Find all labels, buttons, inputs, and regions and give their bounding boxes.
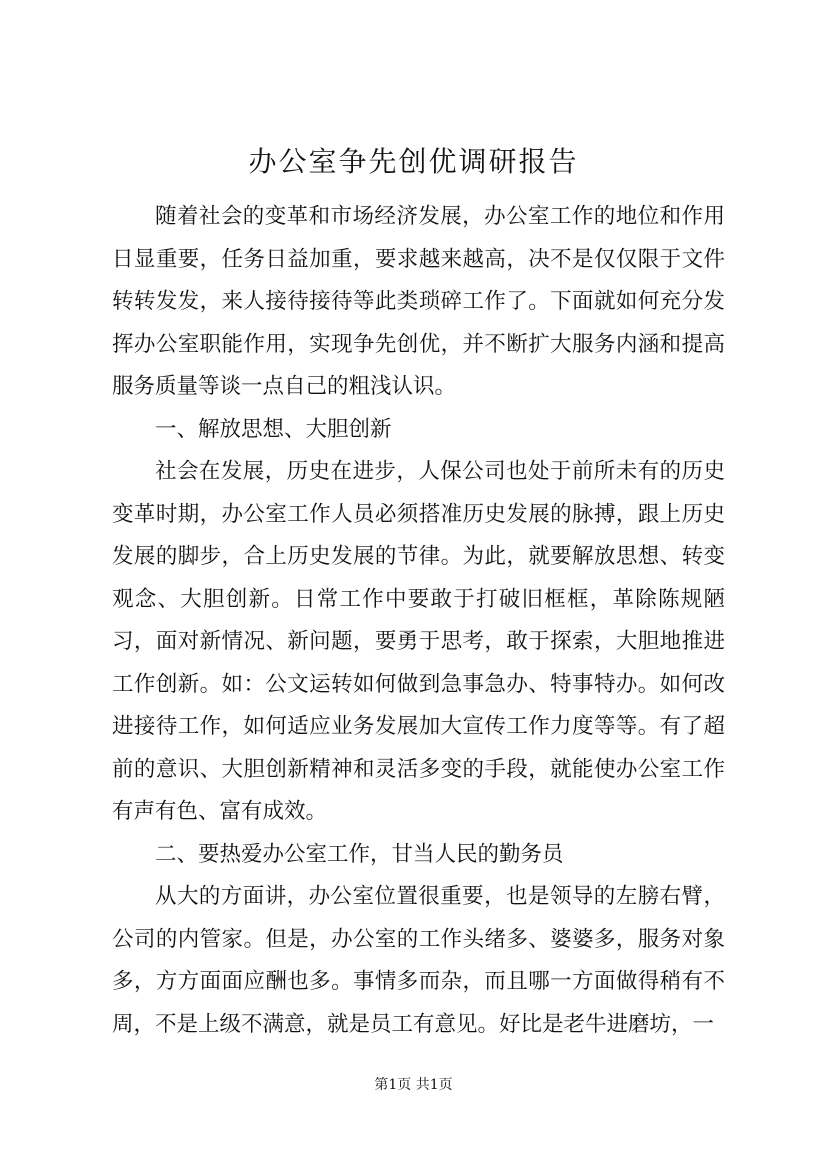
paragraph-intro: 随着社会的变革和市场经济发展，办公室工作的地位和作用日显重要，任务日益加重，要求越来越高，决不是仅仅限于文件转转发发，来人接待接待等此类琐碎工作了。下面就如何充分发挥办公室职能作用，实现争先创优，并不断扩大服务内涵和提高服务质量等谈一点自己的粗浅认识。	[112, 204, 725, 399]
paragraph-section-2: 从大的方面讲，办公室位置很重要，也是领导的左膀右臂，公司的内管家。但是，办公室的工作头绪多、婆婆多，服务对象多，方方面面应酬也多。事情多而杂，而且哪一方面做得稍有不周，不是上级不满意，就是员工有意见。好比是老牛进磨坊，一	[112, 884, 725, 1037]
section-heading-2: 二、要热爱办公室工作，甘当人民的勤务员	[155, 841, 564, 867]
section-heading-1: 一、解放思想、大胆创新	[155, 416, 392, 442]
document-body	[112, 196, 725, 1046]
paragraph-section-1: 社会在发展，历史在进步，人保公司也处于前所未有的历史变革时期，办公室工作人员必须搭准历史发展的脉搏，跟上历史发展的脚步，合上历史发展的节律。为此，就要解放思想、转变观念、大胆创新。日常工作中要敢于打破旧框框，革除陈规陋习，面对新情况、新问题，要勇于思考，敢于探索，大胆地推进工作创新。如：公文运转如何做到急事急办、特事特办。如何改进接待工作，如何适应业务发展加大宣传工作力度等等。有了超前的意识、大胆创新精神和灵活多变的手段，就能使办公室工作有声有色、富有成效。	[112, 459, 725, 824]
page-footer: 第1页 共1页	[374, 1077, 453, 1093]
document-title: 办公室争先创优调研报告	[248, 145, 579, 178]
